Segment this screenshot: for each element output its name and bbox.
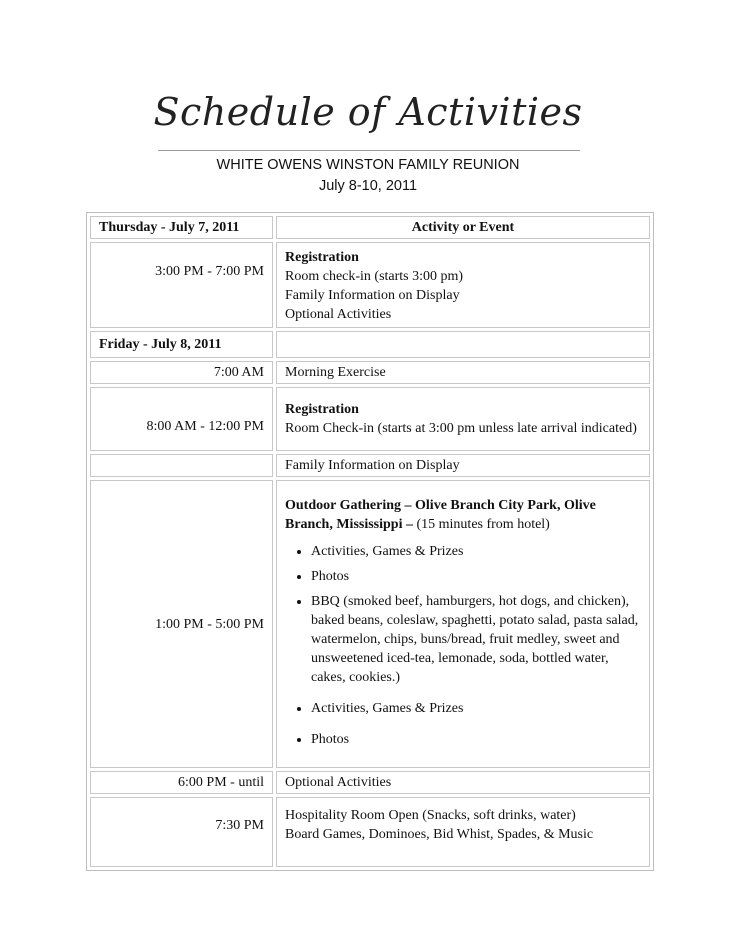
friday-day-header: Friday - July 8, 2011 <box>90 331 273 358</box>
time-cell: 3:00 PM - 7:00 PM <box>90 242 273 328</box>
activity-cell: Morning Exercise <box>276 361 650 384</box>
table-row <box>90 480 650 768</box>
table-row <box>90 387 650 451</box>
activity-line: Room Check-in (starts at 3:00 pm unless late arrival indicated) <box>285 421 637 436</box>
activity-cell <box>276 797 650 867</box>
activity-cell <box>276 387 650 451</box>
activity-line: Board Games, Dominoes, Bid Whist, Spades, & Music <box>285 827 594 842</box>
list-item: • Activities, Games & Prizes <box>311 699 641 718</box>
table-row <box>90 331 650 358</box>
activity-line: Hospitality Room Open (Snacks, soft drinks, water) <box>285 808 576 823</box>
list-item: • Photos <box>311 730 641 749</box>
time-cell: 6:00 PM - until <box>90 771 273 794</box>
empty-cell <box>90 454 273 477</box>
list-item: • BBQ (smoked beef, hamburgers, hot dogs, and chicken), baked beans, coleslaw, spaghetti, potato salad, pasta salad, watermelon, chips, buns/bread, fruit medley, sweet and unsweetened iced-tea, lemonade, soda, bottled water, cakes, cookies.) <box>311 592 641 687</box>
table-row <box>90 454 650 477</box>
activity-column-header: Activity or Event <box>276 216 650 239</box>
activity-title-bold: Outdoor Gathering – Olive Branch City Park, Olive Branch, Mississippi – <box>285 498 596 532</box>
title-divider <box>158 150 580 151</box>
table-row <box>90 361 650 384</box>
table-header-row <box>90 216 650 239</box>
time-cell: 1:00 PM - 5:00 PM <box>90 480 273 768</box>
table-row <box>90 242 650 328</box>
schedule-table <box>86 212 654 871</box>
activity-cell <box>276 480 650 768</box>
event-dates: July 8-10, 2011 <box>318 178 418 194</box>
activity-title-note: (15 minutes from hotel) <box>412 517 550 532</box>
list-item: • Photos <box>311 567 641 586</box>
table-row <box>90 771 650 794</box>
list-item: • Activities, Games & Prizes <box>311 542 641 561</box>
time-cell: 7:30 PM <box>90 797 273 867</box>
time-cell: 8:00 AM - 12:00 PM <box>90 387 273 451</box>
activity-bullet-list <box>285 542 641 749</box>
table-row <box>90 797 650 867</box>
thursday-day-header: Thursday - July 7, 2011 <box>90 216 273 239</box>
activity-cell: Family Information on Display <box>276 454 650 477</box>
activity-title: Registration <box>285 250 359 265</box>
activity-cell <box>276 242 650 328</box>
activity-line: Family Information on Display <box>285 288 460 303</box>
empty-cell <box>276 331 650 358</box>
organization-heading: WHITE OWENS WINSTON FAMILY REUNION <box>216 157 520 173</box>
activity-title <box>285 496 641 534</box>
activity-line: Room check-in (starts 3:00 pm) <box>285 269 464 284</box>
time-cell: 7:00 AM <box>90 361 273 384</box>
page-title: Schedule of Activities <box>153 90 583 134</box>
activity-cell: Optional Activities <box>276 771 650 794</box>
activity-line: Optional Activities <box>285 307 392 322</box>
activity-title: Registration <box>285 402 359 417</box>
